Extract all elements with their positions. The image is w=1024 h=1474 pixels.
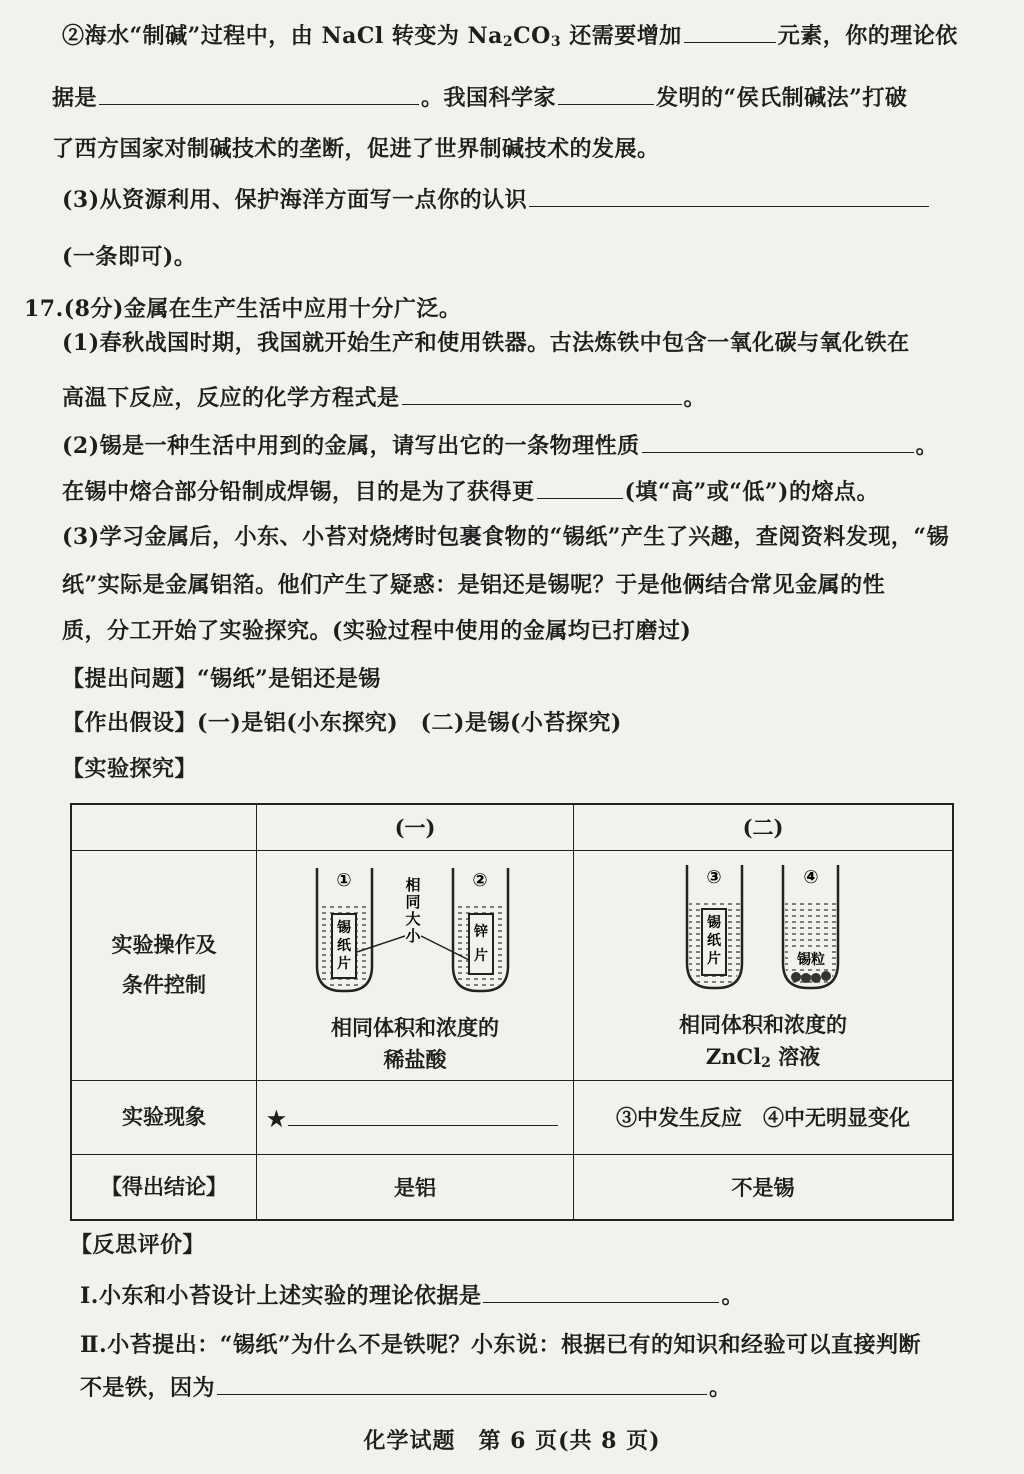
svg-text:片: 片 — [337, 955, 351, 972]
svg-text:锡: 锡 — [707, 914, 721, 931]
answer-blank[interactable] — [288, 1103, 558, 1126]
svg-text:纸: 纸 — [707, 932, 721, 949]
svg-text:锡粒: 锡粒 — [797, 951, 825, 968]
star-marker: ★ — [267, 1106, 286, 1131]
col-header-2: (二) — [574, 804, 954, 850]
q16-part3-line1: (3)从资源利用、保护海洋方面写一点你的认识 — [62, 184, 931, 215]
table-corner-cell — [71, 804, 257, 850]
q16-item2-line3: 了西方国家对制碱技术的垄断，促进了世界制碱技术的发展。 — [52, 136, 660, 162]
phenomenon-1-cell — [257, 1080, 574, 1154]
svg-text:锡: 锡 — [337, 919, 351, 936]
q17-title: 17.(8分)金属在生产生活中应用十分广泛。 — [24, 296, 462, 322]
conclusion-1-cell: 是铝 — [257, 1154, 574, 1220]
svg-text:大: 大 — [405, 909, 421, 928]
q17-p2-line1: (2)锡是一种生活中用到的金属，请写出它的一条物理性质 。 — [62, 430, 938, 461]
table-row-conclusion — [71, 1154, 953, 1220]
caption-2b: ZnCl$_2$ 溶液 — [705, 1043, 821, 1071]
table-row-operation — [71, 850, 953, 1080]
svg-text:纸: 纸 — [337, 937, 351, 954]
conclusion-2-cell: 不是锡 — [574, 1154, 954, 1220]
answer-blank[interactable] — [483, 1280, 719, 1303]
test-tubes-figure-1 — [305, 856, 525, 1006]
phenomenon-2-cell: ③中发生反应 ④中无明显变化 — [574, 1080, 954, 1154]
tube-3-number: ③ — [706, 866, 722, 888]
q16-item2-line1: ②海水“制碱”过程中，由 NaCl 转变为 $Na_2CO_3$ 还需要增加 元素，你的理论依 — [62, 20, 958, 57]
q17-p1-line1: (1)春秋战国时期，我国就开始生产和使用铁器。古法炼铁中包含一氧化碳与氧化铁在 — [62, 330, 910, 356]
reflection-heading: 【反思评价】 — [70, 1232, 206, 1258]
table-row-phenomenon — [71, 1080, 953, 1154]
svg-text:小: 小 — [405, 926, 421, 945]
experiment-table — [70, 803, 954, 1221]
answer-blank[interactable] — [684, 20, 776, 43]
tube-4-number: ④ — [803, 866, 819, 888]
caption-1b: 稀盐酸 — [383, 1046, 447, 1072]
caption-2a: 相同体积和浓度的 — [679, 1011, 847, 1037]
tube-2-number: ② — [472, 869, 488, 891]
q16-part3-line2: (一条即可)。 — [62, 244, 197, 270]
q17-p1-line2: 高温下反应，反应的化学方程式是 。 — [62, 382, 706, 413]
answer-blank[interactable] — [558, 82, 654, 105]
reflection-ii-line2: 不是铁，因为 。 — [80, 1372, 732, 1403]
col-header-1: (一) — [257, 804, 574, 850]
q17-p3-line3: 质，分工开始了实验探究。(实验过程中使用的金属均已打磨过) — [62, 618, 692, 644]
q17-explore-heading: 【实验探究】 — [62, 756, 198, 782]
row-header-conclusion: 【得出结论】 — [71, 1154, 257, 1220]
answer-blank[interactable] — [537, 476, 623, 499]
answer-blank[interactable] — [217, 1372, 707, 1395]
svg-text:片: 片 — [474, 947, 488, 964]
row-header-phenomenon: 实验现象 — [71, 1080, 257, 1154]
row-header-operation: 实验操作及 条件控制 — [71, 850, 257, 1080]
q17-p3-line2: 纸”实际是金属铝箔。他们产生了疑惑：是铝还是锡呢？于是他俩结合常见金属的性 — [62, 572, 886, 598]
answer-blank[interactable] — [642, 430, 914, 453]
test-tubes-figure-2 — [663, 853, 863, 1003]
answer-blank[interactable] — [402, 382, 682, 405]
svg-text:同: 同 — [405, 892, 421, 911]
svg-text:片: 片 — [707, 950, 721, 967]
svg-text:相: 相 — [405, 875, 421, 894]
page-footer: 化学试题 第 6 页(共 8 页) — [363, 1428, 661, 1454]
experiment-1-cell — [257, 850, 574, 1080]
q17-hypothesis: 【作出假设】(一)是铝(小东探究) (二)是锡(小苔探究) — [62, 710, 622, 736]
q16-item2-line2: 据是 。我国科学家 发明的“侯氏制碱法”打破 — [52, 82, 907, 113]
q17-p2-line2: 在锡中熔合部分铅制成焊锡，目的是为了获得更 (填“高”或“低”)的熔点。 — [62, 476, 879, 507]
reflection-ii-line1: Ⅱ.小苔提出：“锡纸”为什么不是铁呢？小东说：根据已有的知识和经验可以直接判断 — [80, 1332, 922, 1358]
reflection-i: Ⅰ.小东和小苔设计上述实验的理论依据是 。 — [80, 1280, 744, 1311]
tube-1-number: ① — [336, 869, 352, 891]
svg-text:锌: 锌 — [474, 923, 488, 940]
caption-1a: 相同体积和浓度的 — [331, 1014, 499, 1040]
answer-blank[interactable] — [99, 82, 419, 105]
answer-blank[interactable] — [529, 184, 929, 207]
q17-question: 【提出问题】“锡纸”是铝还是锡 — [62, 666, 381, 692]
table-header-row — [71, 804, 953, 850]
experiment-2-cell — [574, 850, 954, 1080]
zinc-piece — [469, 914, 493, 974]
q17-p3-line1: (3)学习金属后，小东、小苔对烧烤时包裹食物的“锡纸”产生了兴趣，查阅资料发现，“锡 — [62, 524, 950, 550]
